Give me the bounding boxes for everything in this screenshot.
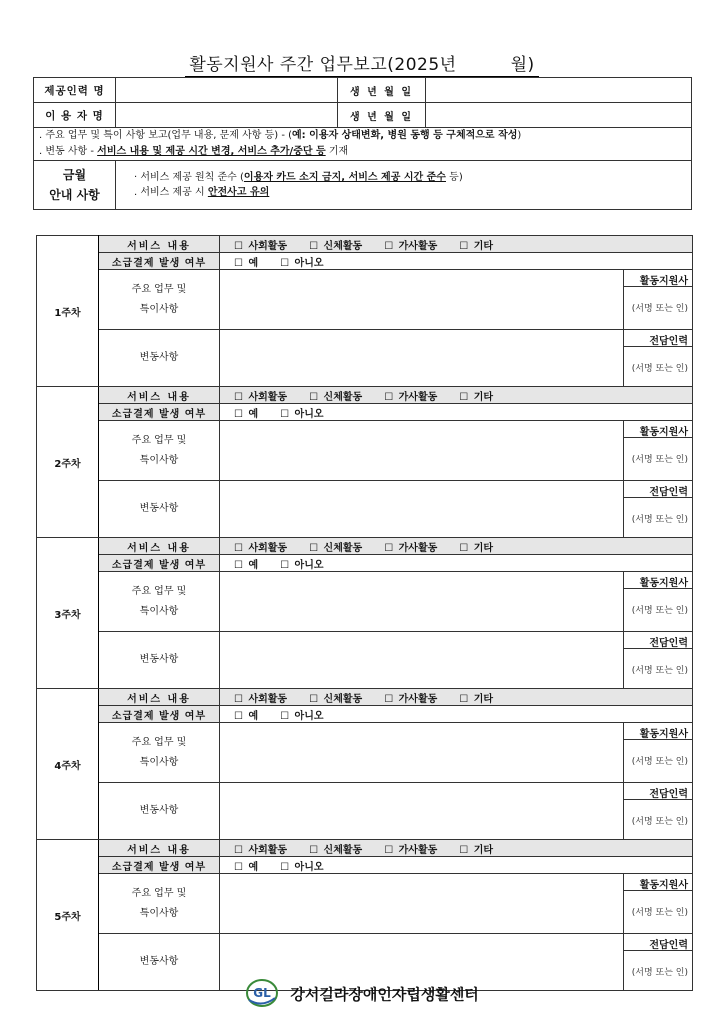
user-name-label: 이 용 자 명 (34, 103, 116, 128)
main-work-field[interactable] (220, 421, 624, 481)
service-option[interactable]: ☐ 가사활동 (384, 391, 438, 403)
service-option[interactable]: ☐ 기타 (459, 542, 494, 554)
provider-birth-field[interactable] (426, 78, 692, 103)
service-label: 서비스 내용 (99, 840, 220, 857)
service-option[interactable]: ☐ 사회활동 (234, 240, 288, 252)
service-option[interactable]: ☐ 기타 (459, 693, 494, 705)
week-label: 1주차 (37, 236, 99, 387)
payment-option[interactable]: ☐ 아니오 (280, 861, 324, 873)
org-name: 강서길라장애인자립생활센터 (290, 985, 479, 1004)
payment-label: 소급결제 발생 여부 (99, 555, 220, 572)
svg-text:GL: GL (253, 986, 271, 1000)
service-label: 서비스 내용 (99, 387, 220, 404)
payment-options (220, 253, 693, 270)
payment-option[interactable]: ☐ 예 (234, 257, 259, 269)
service-options (220, 538, 693, 555)
provider-birth-label: 생 년 월 일 (338, 78, 426, 103)
signer-staff[interactable]: 전담인력 (서명 또는 인) (624, 481, 693, 538)
report-notes: . 주요 업무 및 특이 사항 보고(업무 내용, 문제 사항 등) - (예: 이용자 상태변화, 병원 동행 등 구체적으로 작성) . 변동 사항 - 서비스 내용 및 제공 시간 변경, 서비스 추가/중단 등 기재 (34, 128, 692, 161)
service-option[interactable]: ☐ 신체활동 (309, 391, 363, 403)
provider-name-field[interactable] (116, 78, 338, 103)
title-month-suffix: 월) (510, 55, 535, 75)
signer-activity-assistant[interactable]: 활동지원사 (서명 또는 인) (624, 723, 693, 783)
header-table (33, 77, 692, 210)
payment-options (220, 555, 693, 572)
service-option[interactable]: ☐ 가사활동 (384, 844, 438, 856)
signer-activity-assistant[interactable]: 활동지원사 (서명 또는 인) (624, 572, 693, 632)
title-text: 활동지원사 주간 업무보고(2025년 (189, 55, 457, 75)
service-options (220, 840, 693, 857)
user-name-field[interactable] (116, 103, 338, 128)
service-option[interactable]: ☐ 기타 (459, 240, 494, 252)
changes-field[interactable] (220, 632, 624, 689)
changes-label: 변동사항 (99, 330, 220, 387)
main-work-label: 주요 업무 및 특이사항 (99, 270, 220, 330)
changes-field[interactable] (220, 783, 624, 840)
service-label: 서비스 내용 (99, 236, 220, 253)
payment-option[interactable]: ☐ 예 (234, 408, 259, 420)
payment-options (220, 404, 693, 421)
service-option[interactable]: ☐ 신체활동 (309, 240, 363, 252)
main-work-label: 주요 업무 및 특이사항 (99, 572, 220, 632)
changes-field[interactable] (220, 330, 624, 387)
main-work-label: 주요 업무 및 특이사항 (99, 421, 220, 481)
user-birth-field[interactable] (426, 103, 692, 128)
service-option[interactable]: ☐ 신체활동 (309, 542, 363, 554)
service-label: 서비스 내용 (99, 689, 220, 706)
main-work-label: 주요 업무 및 특이사항 (99, 723, 220, 783)
payment-option[interactable]: ☐ 아니오 (280, 408, 324, 420)
payment-label: 소급결제 발생 여부 (99, 404, 220, 421)
payment-options (220, 857, 693, 874)
service-option[interactable]: ☐ 가사활동 (384, 693, 438, 705)
service-option[interactable]: ☐ 가사활동 (384, 240, 438, 252)
signer-staff[interactable]: 전담인력 (서명 또는 인) (624, 330, 693, 387)
changes-label: 변동사항 (99, 481, 220, 538)
signer-staff[interactable]: 전담인력 (서명 또는 인) (624, 632, 693, 689)
service-option[interactable]: ☐ 사회활동 (234, 844, 288, 856)
service-option[interactable]: ☐ 가사활동 (384, 542, 438, 554)
payment-option[interactable]: ☐ 예 (234, 559, 259, 571)
monthly-guide-label: 금월 안내 사항 (34, 161, 116, 210)
service-option[interactable]: ☐ 사회활동 (234, 391, 288, 403)
signer-staff[interactable]: 전담인력 (서명 또는 인) (624, 783, 693, 840)
payment-label: 소급결제 발생 여부 (99, 253, 220, 270)
week-label: 2주차 (37, 387, 99, 538)
payment-option[interactable]: ☐ 아니오 (280, 710, 324, 722)
week-label: 3주차 (37, 538, 99, 689)
provider-name-label: 제공인력 명 (34, 78, 116, 103)
service-option[interactable]: ☐ 신체활동 (309, 693, 363, 705)
payment-option[interactable]: ☐ 예 (234, 710, 259, 722)
org-logo-icon (245, 978, 279, 1012)
main-work-field[interactable] (220, 572, 624, 632)
signer-activity-assistant[interactable]: 활동지원사 (서명 또는 인) (624, 421, 693, 481)
service-options (220, 236, 693, 253)
payment-option[interactable]: ☐ 아니오 (280, 257, 324, 269)
signer-staff[interactable]: 전담인력 (서명 또는 인) (624, 934, 693, 991)
week-label: 4주차 (37, 689, 99, 840)
service-options (220, 689, 693, 706)
main-work-field[interactable] (220, 270, 624, 330)
payment-option[interactable]: ☐ 아니오 (280, 559, 324, 571)
signer-activity-assistant[interactable]: 활동지원사 (서명 또는 인) (624, 874, 693, 934)
payment-option[interactable]: ☐ 예 (234, 861, 259, 873)
service-option[interactable]: ☐ 사회활동 (234, 542, 288, 554)
service-option[interactable]: ☐ 사회활동 (234, 693, 288, 705)
page-title (0, 50, 724, 75)
week-label: 5주차 (37, 840, 99, 991)
monthly-guide-text: · 서비스 제공 원칙 준수 (이용자 카드 소지 금지, 서비스 제공 시간 준수 등) . 서비스 제공 시 안전사고 유의 (116, 161, 692, 210)
payment-options (220, 706, 693, 723)
service-option[interactable]: ☐ 기타 (459, 391, 494, 403)
changes-label: 변동사항 (99, 934, 220, 991)
changes-label: 변동사항 (99, 632, 220, 689)
changes-label: 변동사항 (99, 783, 220, 840)
service-option[interactable]: ☐ 기타 (459, 844, 494, 856)
service-option[interactable]: ☐ 신체활동 (309, 844, 363, 856)
main-work-field[interactable] (220, 723, 624, 783)
weekly-report-table (36, 235, 693, 991)
signer-activity-assistant[interactable]: 활동지원사 (서명 또는 인) (624, 270, 693, 330)
service-options (220, 387, 693, 404)
service-label: 서비스 내용 (99, 538, 220, 555)
user-birth-label: 생 년 월 일 (338, 103, 426, 128)
changes-field[interactable] (220, 481, 624, 538)
footer (0, 978, 724, 1012)
payment-label: 소급결제 발생 여부 (99, 706, 220, 723)
main-work-field[interactable] (220, 874, 624, 934)
main-work-label: 주요 업무 및 특이사항 (99, 874, 220, 934)
payment-label: 소급결제 발생 여부 (99, 857, 220, 874)
